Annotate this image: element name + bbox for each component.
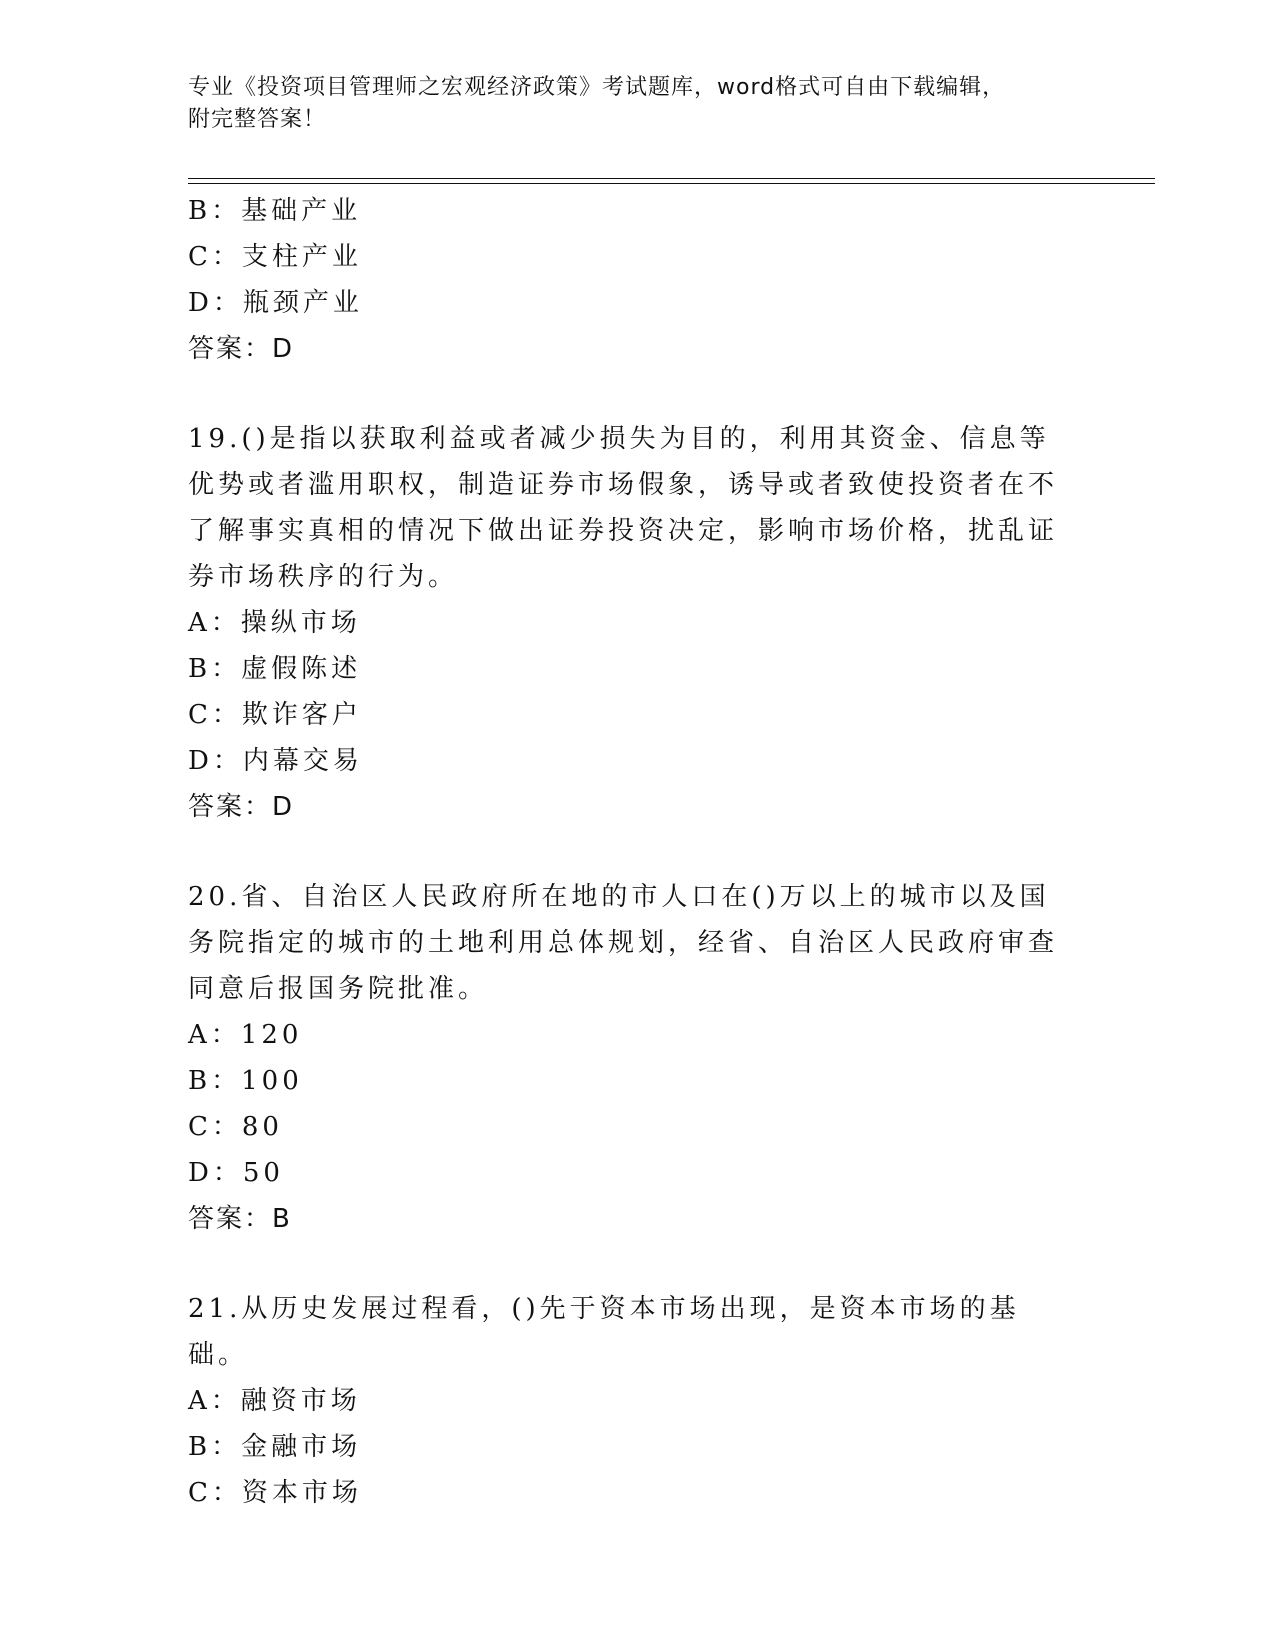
question-stem: 19.()是指以获取利益或者减少损失为目的，利用其资金、信息等优势或者滥用职权，制造证券市场假象，诱导或者致使投资者在不了解事实真相的情况下做出证券投资决定，影响市场价格，扰乱证券市场秩序的行为。 [188, 424, 1059, 592]
spacer [188, 1242, 1088, 1286]
option-a: A：120 [188, 1020, 303, 1050]
question-stem: 21.从历史发展过程看，()先于资本市场出现，是资本市场的基础。 [188, 1294, 1020, 1370]
question-stem: 20.省、自治区人民政府所在地的市人口在()万以上的城市以及国务院指定的城市的土地利用总体规划，经省、自治区人民政府审查同意后报国务院批准。 [188, 882, 1059, 1004]
question-block-19 [188, 416, 1088, 830]
option-c: C：80 [188, 1112, 283, 1142]
question-block-21 [188, 1286, 1088, 1516]
option-b: B：100 [188, 1066, 303, 1096]
option-a: A：融资市场 [188, 1386, 361, 1416]
option-d: D：内幕交易 [188, 746, 363, 776]
question-block-20 [188, 874, 1088, 1242]
option-d: D：瓶颈产业 [188, 288, 363, 318]
header-line-1: 专业《投资项目管理师之宏观经济政策》考试题库，word格式可自由下载编辑， [188, 75, 1006, 100]
option-c: C：支柱产业 [188, 242, 362, 272]
option-d: D：50 [188, 1158, 284, 1188]
spacer [188, 372, 1088, 416]
option-b: B：金融市场 [188, 1432, 362, 1462]
option-b: B：虚假陈述 [188, 654, 362, 684]
answer-label: 答案：D [188, 334, 295, 364]
question-block-18 [188, 188, 1088, 372]
option-b: B：基础产业 [188, 196, 362, 226]
header-divider-top [188, 178, 1155, 179]
answer-label: 答案：B [188, 1204, 292, 1234]
document-header [188, 72, 1088, 136]
option-a: A：操纵市场 [188, 608, 361, 638]
header-line-2: 附完整答案！ [188, 107, 327, 132]
answer-label: 答案：D [188, 792, 295, 822]
header-divider-bottom [188, 183, 1155, 184]
document-body [188, 188, 1088, 1516]
option-c: C：欺诈客户 [188, 700, 362, 730]
spacer [188, 830, 1088, 874]
option-c: C：资本市场 [188, 1478, 362, 1508]
